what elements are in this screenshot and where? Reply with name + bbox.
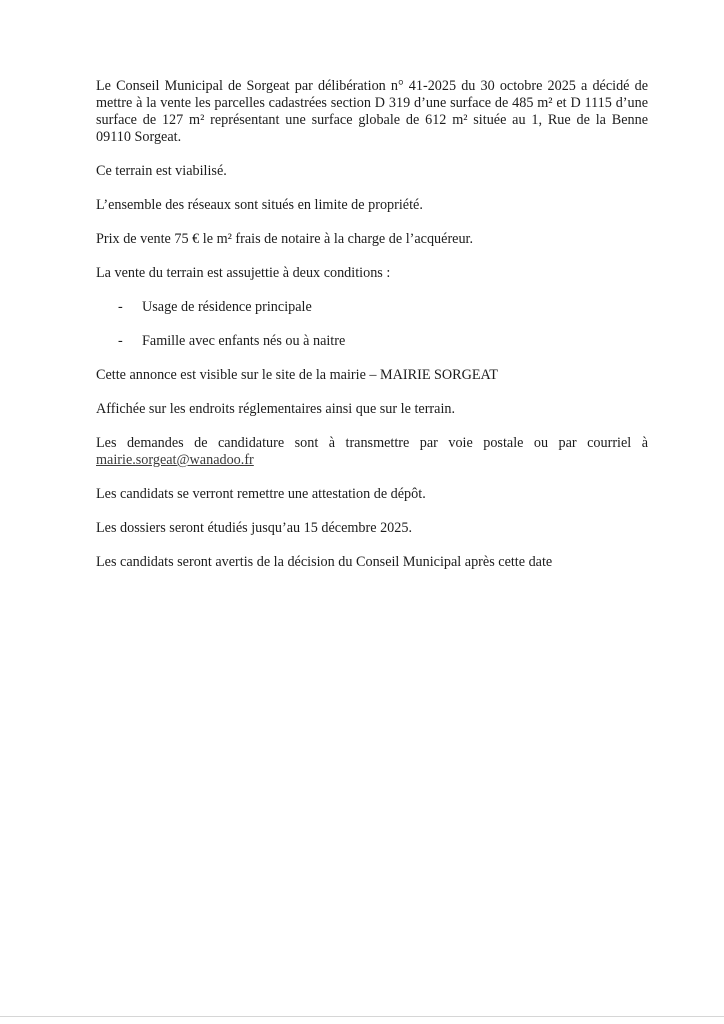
affichee-paragraph: Affichée sur les endroits réglementaires ainsi que sur le terrain. bbox=[96, 401, 456, 417]
annonce-paragraph: Cette annonce est visible sur le site de la mairie – MAIRIE SORGEAT bbox=[96, 367, 498, 383]
avertis-paragraph: Les candidats seront avertis de la décision du Conseil Municipal après cette date bbox=[96, 554, 553, 570]
conditions-intro: La vente du terrain est assujettie à deux conditions : bbox=[96, 265, 391, 281]
condition-text: Famille avec enfants nés ou à naitre bbox=[142, 333, 346, 349]
document-body bbox=[96, 78, 648, 588]
email-link[interactable]: mairie.sorgeat@wanadoo.fr bbox=[96, 452, 254, 468]
page-bottom-edge bbox=[0, 1016, 724, 1017]
condition-item bbox=[96, 333, 648, 350]
prix-paragraph: Prix de vente 75 € le m² frais de notaire à la charge de l’acquéreur. bbox=[96, 231, 474, 247]
attestation-paragraph: Les candidats se verront remettre une attestation de dépôt. bbox=[96, 486, 426, 502]
demandes-paragraph bbox=[96, 435, 648, 469]
dossiers-paragraph: Les dossiers seront étudiés jusqu’au 15 décembre 2025. bbox=[96, 520, 412, 536]
demandes-text: Les demandes de candidature sont à transmettre par voie postale ou par courriel à bbox=[96, 435, 648, 451]
reseaux-paragraph: L’ensemble des réseaux sont situés en limite de propriété. bbox=[96, 197, 423, 213]
condition-item bbox=[96, 299, 648, 316]
conditions-list bbox=[96, 299, 648, 350]
dash-bullet: - bbox=[118, 299, 123, 315]
viabilise-paragraph: Ce terrain est viabilisé. bbox=[96, 163, 227, 179]
dash-bullet: - bbox=[118, 333, 123, 349]
condition-text: Usage de résidence principale bbox=[142, 299, 312, 315]
intro-paragraph: Le Conseil Municipal de Sorgeat par délibération n° 41-2025 du 30 octobre 2025 a décidé de mettre à la vente les parcelles cadastrées section D 319 d’une surface de 485 m² et D 1115 d’une surface de 127 m² représentant une surface globale de 612 m² située au 1, Rue de la Benne 09110 Sorgeat. bbox=[96, 78, 648, 145]
